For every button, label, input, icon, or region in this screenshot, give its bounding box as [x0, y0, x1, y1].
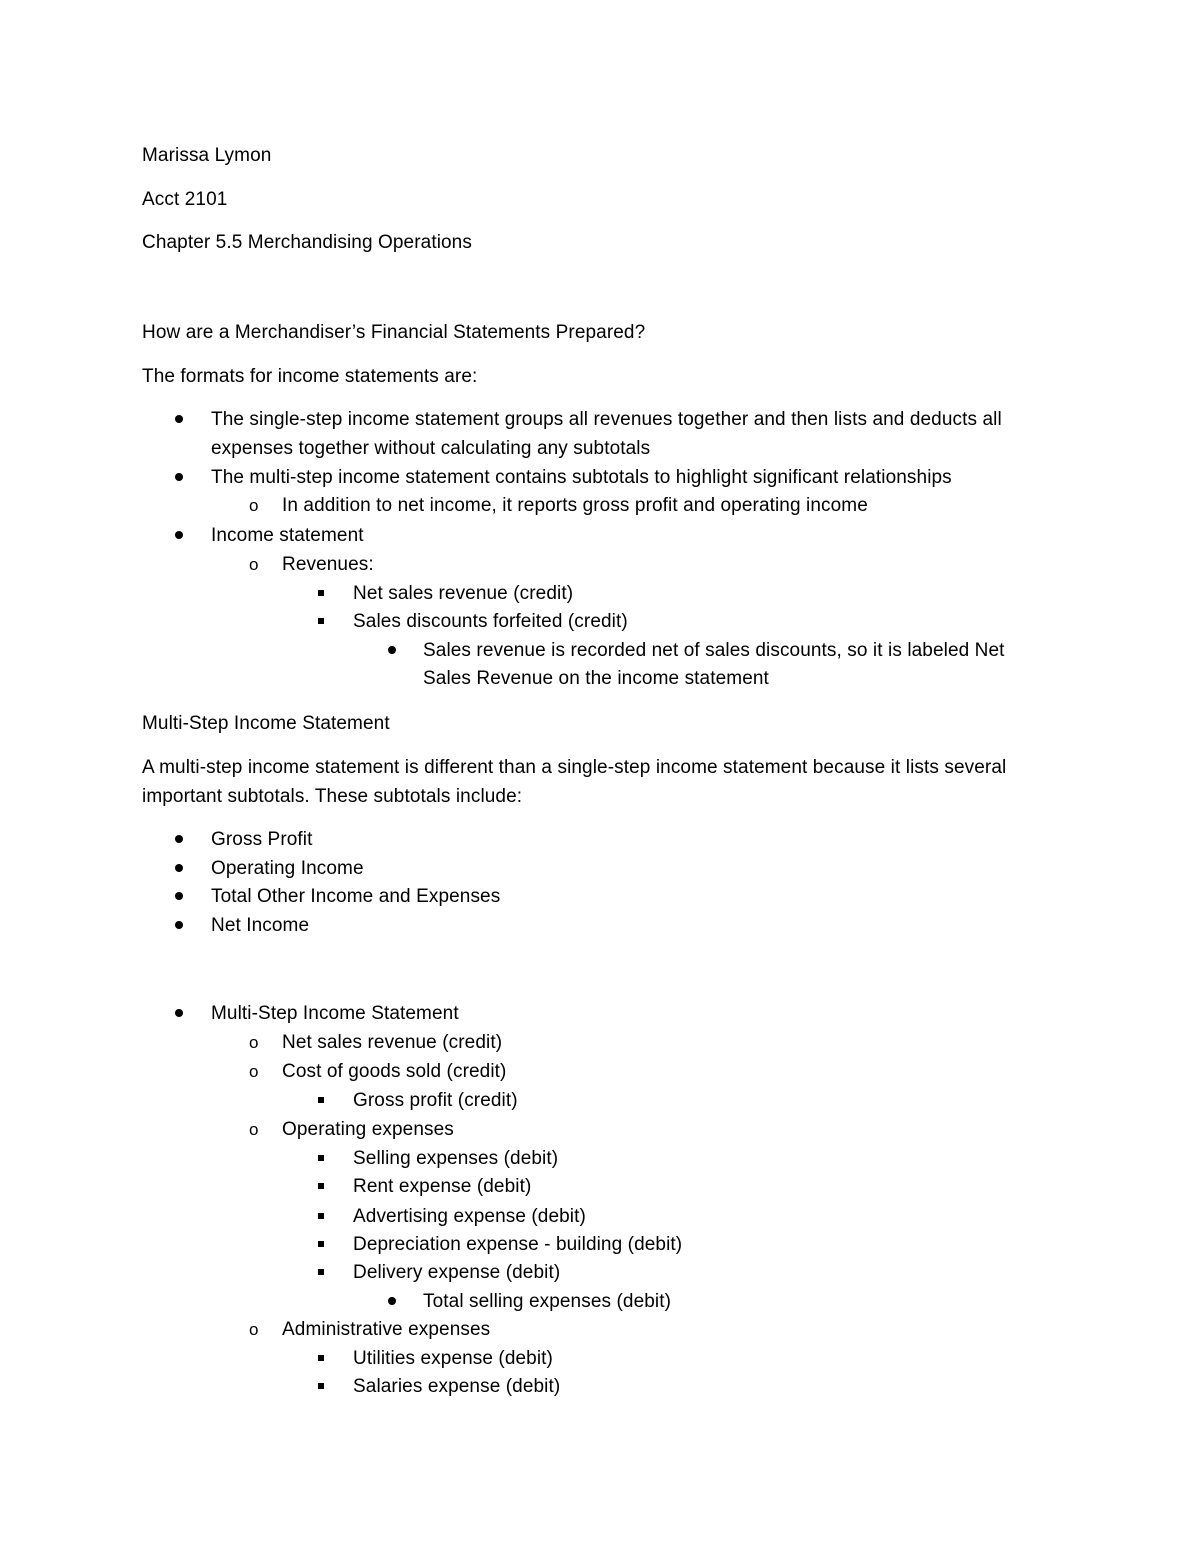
list-subitem-operating-expenses: Operating expenses	[282, 1119, 454, 1140]
bullet-square	[318, 1383, 324, 1389]
bullet-dot	[175, 835, 183, 843]
list-item-single-step: The single-step income statement groups all revenues together and then lists and deducts all	[211, 409, 1002, 430]
list-item-single-step-cont: expenses together without calculating any subtotals	[211, 438, 651, 459]
bullet-dot	[175, 1009, 183, 1017]
bullet-circle: o	[249, 1120, 259, 1139]
bullet-square	[318, 1183, 324, 1189]
bullet-square	[318, 1241, 324, 1247]
list-subitem-utilities: Utilities expense (debit)	[353, 1348, 553, 1369]
list-subitem-cogs: Cost of goods sold (credit)	[282, 1061, 507, 1082]
list-subitem-salaries: Salaries expense (debit)	[353, 1376, 561, 1397]
section-question: How are a Merchandiser’s Financial Statements Prepared?	[142, 322, 646, 343]
list-subitem-administrative: Administrative expenses	[282, 1319, 491, 1340]
list-subitem-advertising: Advertising expense (debit)	[353, 1206, 586, 1227]
list-subitem-depreciation: Depreciation expense - building (debit)	[353, 1234, 683, 1255]
bullet-dot	[388, 1297, 396, 1305]
bullet-circle: o	[249, 1033, 259, 1052]
list-note-total-selling: Total selling expenses (debit)	[423, 1291, 672, 1312]
bullet-square	[318, 618, 324, 624]
section-intro: The formats for income statements are:	[142, 366, 478, 387]
list-subitem-delivery: Delivery expense (debit)	[353, 1262, 561, 1283]
bullet-dot	[175, 473, 183, 481]
bullet-square	[318, 1155, 324, 1161]
list-subitem-sales-discounts: Sales discounts forfeited (credit)	[353, 611, 628, 632]
list-item-other-income: Total Other Income and Expenses	[211, 886, 501, 907]
list-item-income-statement: Income statement	[211, 525, 364, 546]
bullet-circle: o	[249, 555, 259, 574]
course-code: Acct 2101	[142, 189, 228, 210]
bullet-dot	[175, 531, 183, 539]
bullet-dot	[175, 864, 183, 872]
list-subitem-selling: Selling expenses (debit)	[353, 1148, 559, 1169]
author-name: Marissa Lymon	[142, 145, 272, 166]
list-item-gross-profit: Gross Profit	[211, 829, 313, 850]
section-heading-multi-step: Multi-Step Income Statement	[142, 713, 390, 734]
bullet-dot	[175, 921, 183, 929]
list-subitem-net-sales: Net sales revenue (credit)	[353, 583, 574, 604]
bullet-dot	[388, 646, 396, 654]
list-item-net-income: Net Income	[211, 915, 310, 936]
list-note-sales-revenue-cont: Sales Revenue on the income statement	[423, 668, 769, 689]
bullet-circle: o	[249, 496, 259, 515]
bullet-square	[318, 1213, 324, 1219]
list-subitem-gross-profit: Gross profit (credit)	[353, 1090, 518, 1111]
list-subitem-revenues: Revenues:	[282, 554, 374, 575]
list-subitem-net-sales: Net sales revenue (credit)	[282, 1032, 503, 1053]
paragraph-line: important subtotals. These subtotals include:	[142, 786, 523, 807]
bullet-square	[318, 1097, 324, 1103]
list-note-sales-revenue: Sales revenue is recorded net of sales discounts, so it is labeled Net	[423, 640, 1005, 661]
paragraph-line: A multi-step income statement is different than a single-step income statement because it lists several	[142, 757, 1007, 778]
list-subitem-net-income: In addition to net income, it reports gross profit and operating income	[282, 495, 868, 516]
bullet-dot	[175, 892, 183, 900]
list-item-multi-step-outline: Multi-Step Income Statement	[211, 1003, 459, 1024]
bullet-square	[318, 1355, 324, 1361]
bullet-circle: o	[249, 1320, 259, 1339]
chapter-title: Chapter 5.5 Merchandising Operations	[142, 232, 472, 253]
list-item-operating-income: Operating Income	[211, 858, 364, 879]
list-item-multi-step: The multi-step income statement contains subtotals to highlight significant relationships	[211, 467, 952, 488]
list-subitem-rent: Rent expense (debit)	[353, 1176, 532, 1197]
bullet-dot	[175, 415, 183, 423]
bullet-circle: o	[249, 1062, 259, 1081]
bullet-square	[318, 1269, 324, 1275]
bullet-square	[318, 590, 324, 596]
